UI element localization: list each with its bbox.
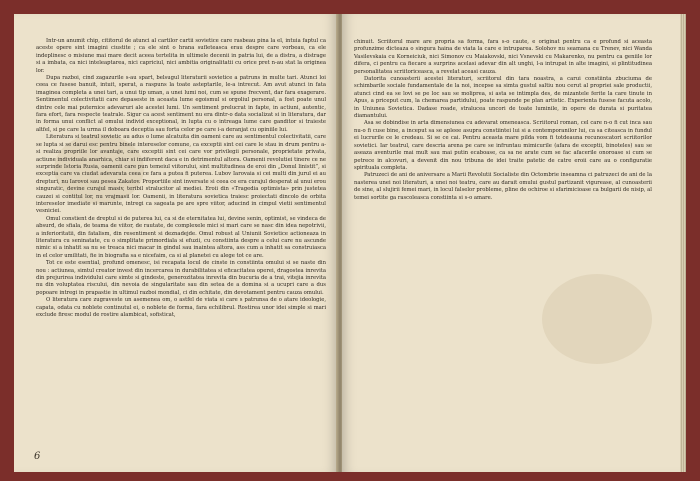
left-paragraph-6: O literatura care zugraveste un asemenea om, o astfel de viata si care s patrunsa de o atare ideologie, capata, odata cu noblete continutul ei, o noblete de forma, fara echilibrul. Rostirea unor idei simple si mari exclude firesc modul de rostire alambicat, sofisticat, <box>36 297 326 319</box>
page-edges <box>680 14 686 472</box>
right-page-text <box>354 39 652 202</box>
right-paragraph-1: chinuit. Scriitorul mare are propria sa forma, fara s-o caute, e originat pentru ca e profund si aceasta profunzime dicteaza o singura haina de viata la care e intruparea. Solohov nu seamana cu Trenev, nici Wanda Vasilevskaia cu Korneiciuk, nici Simonov cu Maiakovski, nici Vsnevski cu Makarenko, nu pentru ca geniile lor difera, ci pentru ca fiecare a surprins acelasi adevar din alt unghi, l-a intrupat in alte imagini, si plintitudinea personalitatea scriitoriceasca, a revelat aceasi cauza. <box>354 39 652 75</box>
left-page <box>14 14 338 472</box>
right-paragraph-3: Asa se dobindise in arta dimensiunea cu adevarat omeneasca. Scriitorul roman, cel care n-o fi cut inca sau nu-o fi cuse bine, a inceput sa se apleee asupra constiintei lui si a contemporanilor lui, ca sa citeasca in fundul ei lucrurile ce le credeau. Si se ce cai. Pentru aceasta mare pilda vom fi totdeauna recunoscatori scriitorilor sovietici. Iar teatrul, care descria arena pe care se infruntau mimicurile (afara de exceptii, binoteles) sau se aseaza aventurile mai mult sau mai putin ecaboase, ca sa ne arate cum se fac afacerile onoroase si cum se petrece in alcovuri, a devenit din nou tribuna de idei traite patetic de catre eroii care au o configuratie spirituala completa. <box>354 120 652 171</box>
left-paragraph-3: Literatura si teatrul sovietic au adus o lume alcatuita din oameni care au sentimentul colectivitatii, care se lupta si se darui esc pentru binele intereselor comune, ca exceptii sint cei care le stau in drum pentru a-si realiza propriile lor avantaje, care exceptii sint cei care vor privilegii personale, proprietate privata, actiune individuala anarhica, chiar si indiferent daca e in detrimentul altora. Oamenii revolutiei tinere ce ne surprinde Istoria Rusia, oamenii care pun temeiul viitorului, sint multitudinea de eroi din „Donul linistit”, si exceptia care va ciudat adevarata ceea ce fara a putea fi puterea. Lubov Iarovaia si cei multi din jurul ei au drepturi, nu Iarovoi sau pesea Zakatov. Proportiile sint inversate si ceea ce era curajul desperat al unui erou singuratic, devine curajul masiv, teribil stralucitor al mediei. Eroii din «Tragedia optimista» prin justetea cauzei si contitul lor, nu vrajmasii lor. Oamenii, in literatura sovietica traiesc proiectati dincolo de orbita intereselor imediate si marunte, intregi ca sageata pe are spre viitor, aducind in cimpul vietii sentimentul vesniciei. <box>36 134 326 215</box>
page-number: 6 <box>34 451 41 462</box>
right-paragraph-4: Patruzeci de ani de aniversare a Marii Revolutii Socialiste din Octombrie inseamna ci patruzeci de ani de la nasterea unei noi literaturi, a unei noi teatru, care au darait omului gustul partizanit vigurease, al cunoasterii de sine, al slujirii femei mari, in locul falselor probleme, pline de ochiroe si sfarimicioase ca bulgarii de nisip, al temei sortite ga rascoleasca constiinta si s-o amare. <box>354 172 652 201</box>
left-page-text <box>36 38 326 319</box>
right-page <box>342 14 680 472</box>
right-paragraph-2: Datorita cunoasterii acestei literaturi, scriitorul din tara noastra, a carui constiinta zbuciuma de schimbarile sociale fundamentale de la noi, incepse sa simta gustul saltiu nou cerut al propriei sale productii, atunci cind ea se lovi se pe loc sau se moliprea, si asta se intimpla des, de mizantele ferite la care tinute in Apus, a priceput cum, la chemarea partidului, poate raspunde pe plan artistic. Experienta fusese facuta acolo, in Uniunea Sovietica. Dadase roade, stralucea uncori de toate luminile, in opere de durata si puritatea diamantului. <box>354 76 652 120</box>
left-paragraph-5: Tot ce este esential, profund omenesc, isi recapata locul de cinste in constiinta omului si se naste din nou : actiunea, simtul creator invest din incercarea in durabilitatea si eficacitatea operei, dragostea inrevita din prejurirea individului care simte si gindeste, generozitatea inrevita din bucuria de a trai, vitejia inrevita nu din voluptatea riscului, din nevoia de singularitate sau din setea de a domina si a ucupri care a dus popoare intregi in prapastie in ultimul razboi mondial, ci din echitate, din devotament pentru cauza omului. <box>36 260 326 296</box>
left-paragraph-2: Dupa razboi, cind zagazurile s-au spart, belsugul literaturii sovietice a patruns in multe tari. Atunci loi ceea ce fusese banuit, intuit, sperat, a raspuns la toate asteptarile, le-a intrecut. Am avut atunci in fata imaginea completa a unei tari, a unui tip uman, a unei lumi noi, cum se spune frecvent, dar fara exagerare. Sentimentul colectivitatii care depaseste in aceasta lume egoismul si orgoliul personal, a fost poate unul dintre cele mai puternice adevaruri ale acestei lumi. Un sentiment prelucrat in fapte, in actiuni, autentic, fara efort, fara respecte teatrale. Sigur ca acest sentiment nu era dintr-o data socializat si in literatura, dar in forma unui conflict al omului individ exceptional, in lupta cu o intreaga lume care ganditor si traieste altfel, si pe care la urma il doboara deceptia sau forta celor pe care i-a deranjat cu opiniile lui. <box>36 75 326 133</box>
left-paragraph-4: Omul constient de dreptul si de puterea lui, ca si de eternitatea lui, devine senin, optimist, se vindeca de absurd, de sfiala, de teama de viitor, de rautate, de complexele mici si mari care se nasc din idea nepotrivii, a inferioritatii, din fatalism, din resentiment si deznadejde. Omul robust al Uniunii Sovietice actioneaza in literatura cu seninatate, cu o simplitate primordiala si efuzii, cu constiinta despre a celui care nu ascunde nimic si a inhatit sa nu se treaca nici macar in gindul sau inaintea altora, ass cum a inhatit sa construiasca in el celor umilitati, fie in biografia sa e nicefaim, ca si al planetei cu alege tot ce are. <box>36 215 326 259</box>
left-paragraph-1: Intr-un anumit chip, cititorul de atunci al cartilor cartii sovietice care rasbeau pina la el, intuia faptul ca aceste opere sint imagini ciustite ; ca ele sint o hrana sufleteasca erau despre care vorbeau, ca ele indeplinesc o misiune mai mare decit aceea tertelita in ultimele decenii in patria lui, de a distra, a distrage si a imbata, ca nici inteleaptarea, nici capriciul, nici ambitia originalitatii cu orice pret n-au stat la originea lor. <box>36 38 326 74</box>
paper-stain <box>542 274 652 364</box>
